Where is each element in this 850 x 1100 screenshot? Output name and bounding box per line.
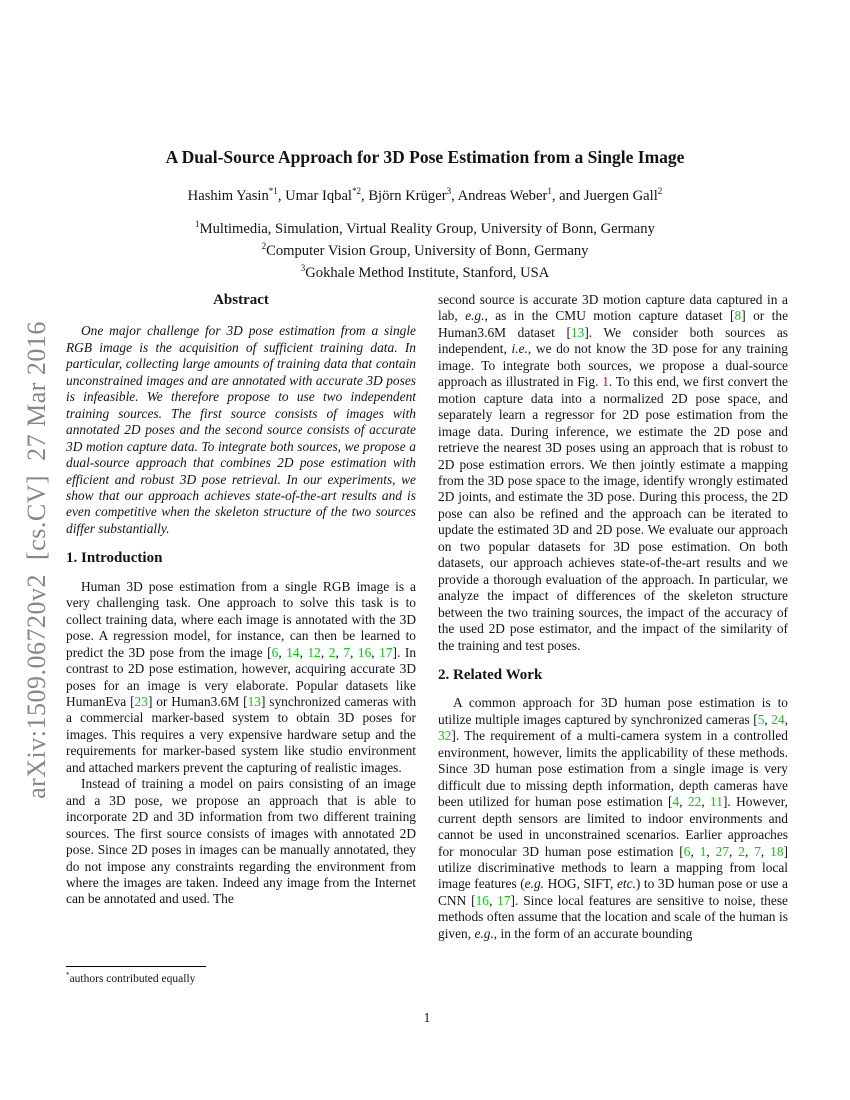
citation-link[interactable]: 13 [570,324,585,340]
intro-paragraph-2: Instead of training a model on pairs consisting of an image and a 3D pose, we propose an approach that is able to incorporate 2D and 3D information from two different training sources. The first source consists of images with annotated 2D pose. Since 2D poses in images can be manually annotated, they do not impose any constraints regarding the environment from where the images are taken. Indeed any image from the Internet can be annotated and used. The [66,776,416,907]
footnote-rule [66,966,206,967]
intro-paragraph-continuation: second source is accurate 3D motion capture data captured in a lab, e.g., as in the CMU motion capture dataset [8] or the Human3.6M dataset [13]. We consider both sources as independent, i.e., we do not know the 3D pose for any training image. To integrate both sources, we propose a dual-source approach as illustrated in Fig. 1. To this end, we first convert the motion capture data into a normalized 2D pose space, and separately learn a regressor for 2D pose estimation from the image data. During inference, we estimate the 2D pose and retrieve the nearest 3D poses using an approach that is robust to 2D pose estimation errors. We then jointly estimate a mapping from the 3D pose space to the image, identify wrongly estimated 2D joints, and estimate the 3D pose. During this process, the 2D pose can also be refined and the approach can be iterated to update the estimated 3D and 2D pose. We evaluate our approach on two popular datasets for 3D pose estimation. On both datasets, our approach achieves state-of-the-art results and we provide a thorough evaluation of the approach. In particular, we analyze the impact of differences of the skeleton structure between the two training sources, the impact of the accuracy of the used 2D pose estimator, and the impact of the similarity of the training and test poses. [438,292,789,653]
citation-link[interactable]: 23 [134,693,148,709]
affiliation-3: $^3$Gokhale Method Institute, Stanford, USA [300,263,550,281]
citation-link[interactable]: 5 [757,711,765,727]
section-heading-related-work: 2. Related Work [438,666,543,683]
citation-link[interactable]: 2 [738,843,745,859]
page-number: 1 [423,1010,431,1025]
related-work-paragraph: A common approach for 3D human pose estimation is to utilize multiple images captured by synchronized cameras [5, 24, 32]. The requirement of a multi-camera system in a controlled environment, however, limits the applicability of these methods. Since 3D human pose estimation from a single image is very difficult due to missing depth information, depth cameras have been utilized for human pose estimation [4, 22, 11]. However, current depth sensors are limited to indoor environments and cannot be used in unconstrained scenarios. Earlier approaches for monocular 3D human pose estimation [6, 1, 27, 2, 7, 18] utilize discriminative methods to learn a mapping from local image features (e.g. HOG, SIFT, etc.) to 3D human pose or use a CNN [16, 17]. Since local features are sensitive to noise, these methods often assume that the location and scale of the human is given, e.g., in the form of an accurate bounding [438,695,788,941]
footnote [66,966,416,986]
affiliation-1: $^1$Multimedia, Simulation, Virtual Reality Group, University of Bonn, Germany [195,219,655,237]
abstract-paragraph: One major challenge for 3D pose estimation from a single RGB image is the acquisition of sufficient training data. In particular, collecting large amounts of training data that contain unconstrained images and are annotated with accurate 3D poses is infeasible. We therefore propose to use two independent training sources. The first source consists of images with annotated 2D poses and the second source consists of accurate 3D motion capture data. To integrate both sources, we propose a dual-source approach that combines 2D pose estimation with efficient and robust 3D pose retrieval. In our experiments, we show that our approach achieves state-of-the-art results and is even competitive when the skeleton structure of the two sources differ substantially. [66,323,416,536]
citation-link[interactable]: 4 [672,794,680,810]
figure-reference-link[interactable]: 1 [602,374,609,390]
citation-link[interactable]: 14 [286,644,300,660]
citation-link[interactable]: 2 [328,644,336,660]
abstract-heading: Abstract [213,292,269,308]
citation-link[interactable]: 17 [497,892,511,908]
citation-link[interactable]: 17 [379,644,393,660]
citation-link[interactable]: 8 [734,308,742,324]
citation-link[interactable]: 13 [247,693,261,709]
citation-link[interactable]: 7 [343,644,351,660]
arxiv-watermark: arXiv:1509.06720v2 [cs.CV] 27 Mar 2016 [22,321,51,799]
citation-link[interactable]: 16 [475,892,489,908]
paper-header [0,0,850,284]
intro-paragraph-1: Human 3D pose estimation from a single RGB image is a very challenging task. One approach to solve this task is to collect training data, where each image is annotated with the 3D pose. A regression model, for instance, can then be learned to predict the 3D pose from the image [6, 14, 12, 2, 7, 16, 17]. In contrast to 2D pose estimation, however, acquiring accurate 3D poses for an image is very elaborate. Popular datasets like HumanEva [23] or Human3.6M [13] synchronized cameras with a commercial marker-based system to obtain 3D poses for images. This requires a very expensive hardware setup and the requirements for marker-based system like studio environment and attached markers prevent the capturing of realistic images. [66,578,417,775]
left-column [66,292,416,908]
affiliations [0,218,850,284]
footnote-text: *authors contributed equally [66,971,196,985]
citation-link[interactable]: 12 [307,644,321,660]
abstract-body [66,323,416,537]
citation-link[interactable]: 1 [699,843,707,859]
right-column [438,292,788,942]
citation-link[interactable]: 24 [771,711,785,727]
citation-link[interactable]: 22 [687,794,702,810]
affiliation-2: $^2$Computer Vision Group, University of Bonn, Germany [261,241,589,259]
author-line: Hashim Yasin$^{*1}$, Umar Iqbal$^{*2}$, Björn Krüger$^3$, Andreas Weber$^1$, and Juergen Gall$^2$ [187,186,663,204]
citation-link[interactable]: 6 [683,843,691,859]
citation-link[interactable]: 18 [770,843,784,859]
citation-link[interactable]: 27 [715,843,730,859]
paper-title: A Dual-Source Approach for 3D Pose Estimation from a Single Image [165,147,685,167]
citation-link[interactable]: 32 [438,728,452,744]
section-heading-introduction: 1. Introduction [66,550,163,567]
citation-link[interactable]: 16 [357,644,372,660]
citation-link[interactable]: 11 [710,794,723,810]
citation-link[interactable]: 7 [754,843,761,859]
citation-link[interactable]: 6 [271,644,279,660]
